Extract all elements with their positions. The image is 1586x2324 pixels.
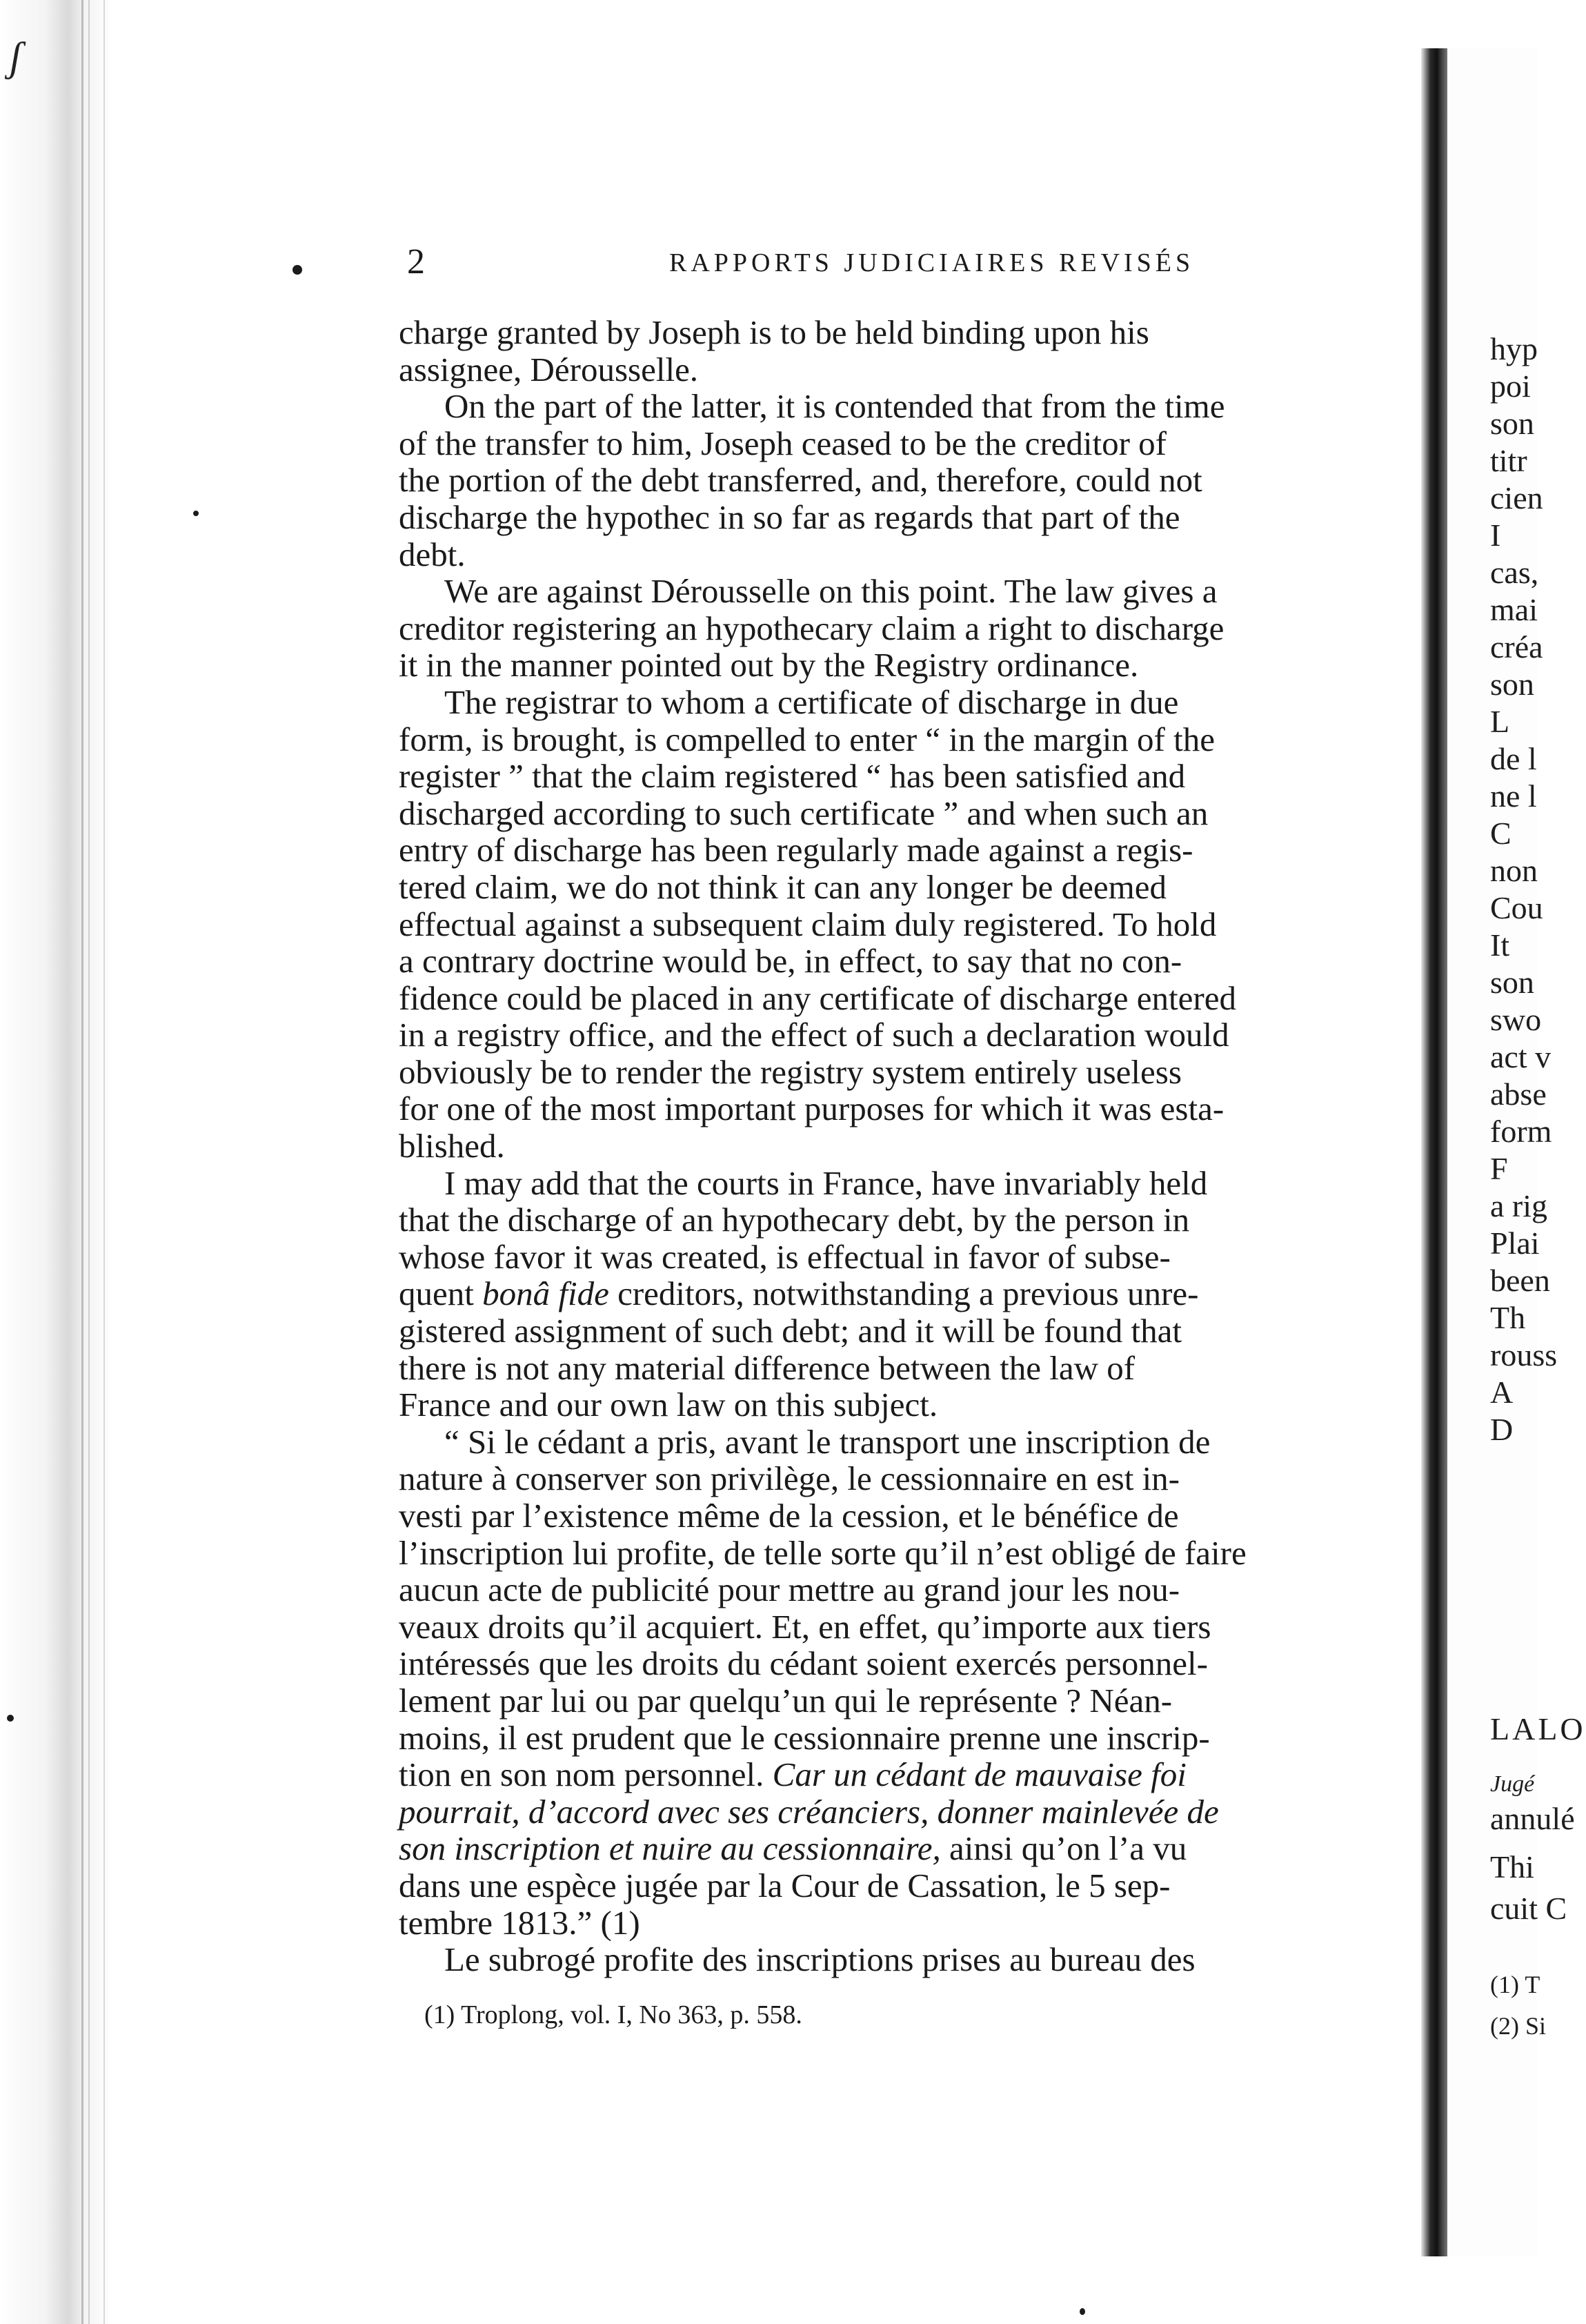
text-line: dans une espèce jugée par la Cour de Cassation, le 5 sep-: [399, 1866, 1171, 1904]
text-line: We are against Dérousselle on this point. The law gives a: [444, 572, 1218, 611]
text-line: entry of discharge has been regularly made against a regis-: [399, 831, 1193, 869]
text-line: charge granted by Joseph is to be held binding upon his: [399, 313, 1149, 351]
text-line: of the transfer to him, Joseph ceased to be the creditor of: [399, 424, 1167, 462]
facing-page-line: Cou: [1490, 890, 1543, 925]
text-line: l’inscription lui profite, de telle sorte qu’il n’est obligé de faire: [399, 1533, 1247, 1572]
text-line: register ” that the claim registered “ has been satisfied and: [399, 757, 1186, 796]
facing-page-line: titr: [1490, 443, 1527, 478]
italic-run: bonâ fide: [482, 1274, 609, 1313]
text-line: for one of the most important purposes for which it was esta-: [399, 1090, 1225, 1128]
margin-dot: [293, 265, 302, 275]
italic-run: pourrait, d’accord avec ses créanciers, donner mainlevée de: [399, 1792, 1219, 1831]
facing-page-line: It: [1490, 927, 1510, 963]
text-line: Le subrogé profite des inscriptions prises au bureau des: [444, 1940, 1196, 1979]
facing-page-line: de l: [1490, 741, 1537, 776]
facing-page-line: annulé: [1490, 1801, 1575, 1836]
text-line: France and our own law on this subject.: [399, 1386, 938, 1424]
facing-page-line: cuit C: [1490, 1891, 1567, 1926]
facing-page-line: I: [1490, 518, 1501, 553]
text-line: effectual against a subsequent claim duly registered. To hold: [399, 905, 1217, 943]
facing-page-line: Thi: [1490, 1849, 1534, 1884]
text-line: obviously be to render the registry system entirely useless: [399, 1052, 1182, 1091]
text-line: that the discharge of an hypothecary debt, by the person in: [399, 1201, 1190, 1239]
facing-page-line: been: [1490, 1263, 1550, 1298]
margin-dot: [193, 511, 199, 516]
facing-page-line: Jugé: [1490, 1771, 1535, 1797]
text-line: creditor registering an hypothecary claim a right to discharge: [399, 609, 1225, 647]
text-line: I may add that the courts in France, have invariably held: [444, 1163, 1208, 1202]
facing-page-fragment: [1447, 48, 1586, 2256]
facing-page-line: cas,: [1490, 555, 1539, 590]
text-run: tion en son nom personnel.: [399, 1755, 773, 1794]
facing-page-line: ne l: [1490, 778, 1537, 814]
text-line: the portion of the debt transferred, and, therefore, could not: [399, 461, 1202, 500]
margin-dot: [1080, 2308, 1085, 2315]
text-run: ainsi qu’on l’a vu: [940, 1829, 1187, 1868]
facing-page-line: (1) T: [1490, 1971, 1540, 1998]
facing-page-line: A: [1490, 1375, 1514, 1410]
page-number: 2: [407, 242, 425, 282]
binding-line: [81, 0, 83, 2324]
facing-page-line: rouss: [1490, 1337, 1558, 1372]
text-line: it in the manner pointed out by the Registry ordinance.: [399, 646, 1139, 685]
facing-page-line: (2) Si: [1490, 2012, 1546, 2040]
text-line: blished.: [399, 1127, 505, 1165]
text-run: creditors, notwithstanding a previous unre-: [608, 1274, 1199, 1313]
facing-page-line: a rig: [1490, 1188, 1548, 1223]
text-line: vesti par l’existence même de la cession, et le bénéfice de: [399, 1497, 1179, 1535]
italic-run: Car un cédant de mauvaise foi: [772, 1755, 1187, 1794]
facing-page-line: act v: [1490, 1039, 1552, 1074]
facing-page-line: form: [1490, 1114, 1552, 1149]
text-line: debt.: [399, 535, 466, 573]
text-line: discharged according to such certificate ” and when such an: [399, 794, 1209, 832]
text-line: aucun acte de publicité pour mettre au grand jour les nou-: [399, 1570, 1180, 1609]
text-line: tembre 1813.” (1): [399, 1903, 640, 1942]
italic-run: son inscription et nuire au cessionnaire,: [399, 1829, 941, 1868]
text-line: form, is brought, is compelled to enter “ in the margin of the: [399, 720, 1215, 758]
facing-page-line: son: [1490, 667, 1534, 702]
text-line: [399, 1275, 1347, 1312]
corner-mark: ʃ: [10, 34, 22, 79]
facing-page-line: hyp: [1490, 331, 1538, 366]
facing-page-line: non: [1490, 853, 1538, 888]
text-line: assignee, Dérousselle.: [399, 350, 699, 388]
facing-page-line: swo: [1490, 1002, 1542, 1037]
facing-page-line: son: [1490, 406, 1534, 441]
text-line: intéressés que les droits du cédant soient exercés personnel-: [399, 1644, 1208, 1683]
text-line: [399, 1830, 1347, 1867]
page-gutter: [1421, 48, 1447, 2256]
text-line: [399, 1756, 1347, 1793]
text-line: a contrary doctrine would be, in effect, to say that no con-: [399, 942, 1182, 981]
facing-page-line: cien: [1490, 480, 1543, 515]
facing-page-line: son: [1490, 965, 1534, 1000]
facing-page-line: Plai: [1490, 1225, 1540, 1261]
facing-page-line: mai: [1490, 592, 1538, 627]
binding-line: [103, 0, 105, 2324]
facing-page-line: L: [1490, 704, 1510, 739]
facing-page-line: D: [1490, 1412, 1514, 1447]
text-line: discharge the hypothec in so far as regards that part of the: [399, 498, 1180, 536]
facing-page-line: Th: [1490, 1300, 1526, 1335]
facing-page-line: abse: [1490, 1076, 1547, 1112]
text-line: there is not any material difference between the law of: [399, 1348, 1136, 1387]
page-binding: [0, 0, 114, 2324]
text-line: “ Si le cédant a pris, avant le transport une inscription de: [444, 1422, 1211, 1461]
facing-page-line: poi: [1490, 368, 1531, 404]
footnote: (1) Troplong, vol. I, No 363, p. 558.: [424, 2000, 802, 2029]
text-line: The registrar to whom a certificate of discharge in due: [444, 682, 1179, 721]
text-line: veaux droits qu’il acquiert. Et, en effet, qu’importe aux tiers: [399, 1607, 1211, 1646]
text-line: gistered assignment of such debt; and it will be found that: [399, 1312, 1182, 1350]
text-line: [399, 1793, 1347, 1831]
facing-page-line: F: [1490, 1151, 1508, 1186]
text-line: lement par lui ou par quelqu’un qui le représente ? Néan-: [399, 1681, 1173, 1720]
margin-dot: [7, 1715, 14, 1722]
page-header: [407, 238, 1442, 286]
facing-page-line: LALO: [1490, 1711, 1586, 1746]
text-line: nature à conserver son privilège, le cessionnaire en est in-: [399, 1459, 1180, 1498]
text-line: whose favor it was created, is effectual in favor of subse-: [399, 1237, 1171, 1276]
text-line: tered claim, we do not think it can any longer be deemed: [399, 867, 1167, 906]
facing-page-line: C: [1490, 816, 1511, 851]
binding-line: [88, 0, 90, 2324]
text-run: quent: [399, 1274, 483, 1313]
facing-page-line: créa: [1490, 629, 1543, 664]
body-text: [399, 314, 1347, 1978]
text-line: fidence could be placed in any certificate of discharge entered: [399, 978, 1236, 1017]
running-head: RAPPORTS JUDICIAIRES REVISÉS: [669, 248, 1195, 277]
text-line: moins, il est prudent que le cessionnaire prenne une inscrip-: [399, 1718, 1210, 1757]
text-line: On the part of the latter, it is contended that from the time: [444, 387, 1225, 426]
text-line: in a registry office, and the effect of such a declaration would: [399, 1016, 1229, 1054]
